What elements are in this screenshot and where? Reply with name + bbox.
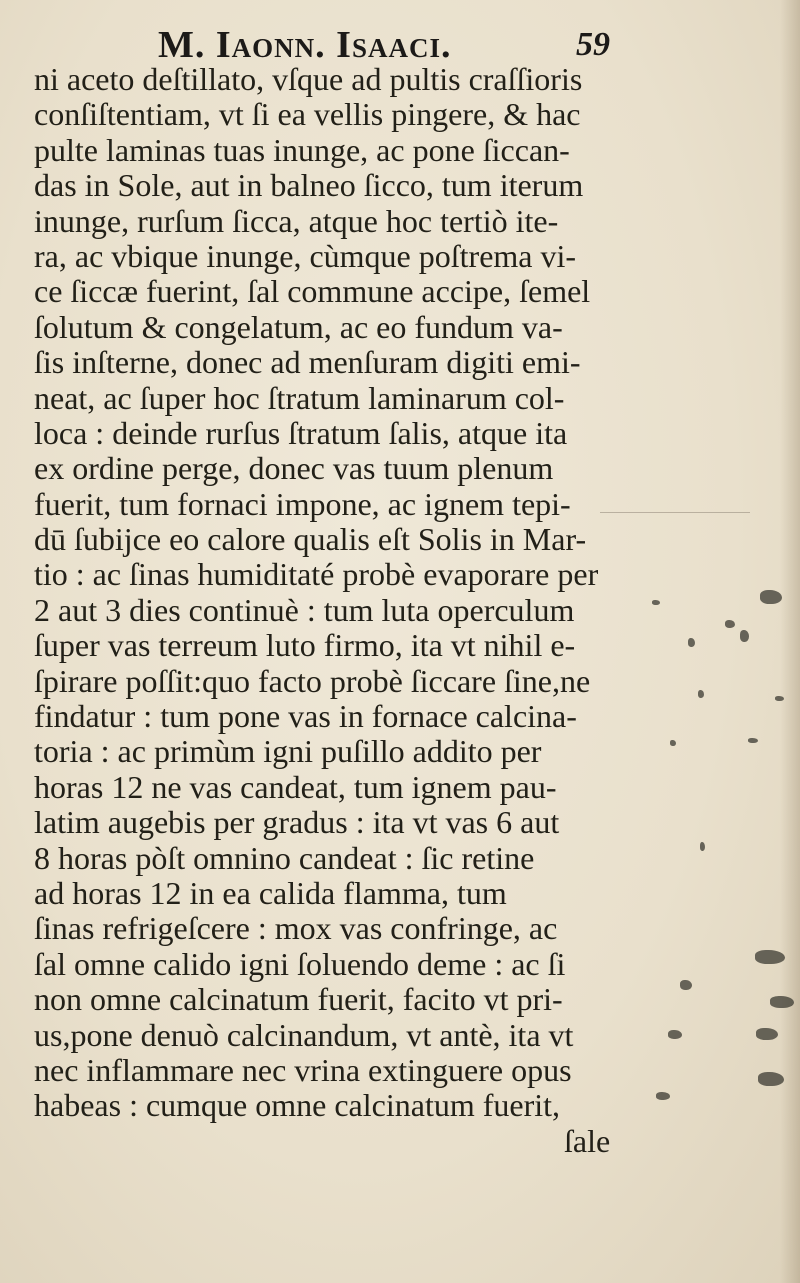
ink-speck bbox=[688, 638, 695, 647]
text-line: horas 12 ne vas candeat, tum ignem pau- bbox=[34, 768, 557, 805]
text-line: 8 horas pòſt omnino candeat : ſic retine bbox=[34, 839, 535, 876]
text-line: nec inflammare nec vrina extinguere opus bbox=[34, 1051, 572, 1088]
text-line: ſolutum & congelatum, ac eo fundum va- bbox=[34, 308, 563, 345]
ink-speck bbox=[756, 1028, 778, 1040]
ink-speck bbox=[758, 1072, 784, 1086]
page-number: 59 bbox=[576, 26, 610, 63]
ink-speck bbox=[668, 1030, 682, 1039]
body-text bbox=[34, 62, 634, 1159]
text-line: non omne calcinatum fuerit, facito vt pri- bbox=[34, 981, 563, 1018]
text-line: ex ordine perge, donec vas tuum plenum bbox=[34, 450, 554, 487]
ink-speck bbox=[680, 980, 692, 990]
catchword: ſale bbox=[564, 1122, 611, 1159]
ink-speck bbox=[748, 738, 758, 743]
ink-speck bbox=[770, 996, 794, 1008]
text-line: das in Sole, aut in balneo ſicco, tum iterum bbox=[34, 167, 584, 204]
ink-speck bbox=[775, 696, 784, 701]
ink-speck bbox=[760, 590, 782, 604]
text-line: ni aceto deſtillato, vſque ad pultis craſſioris bbox=[34, 61, 583, 97]
ink-speck bbox=[656, 1092, 670, 1100]
text-line: fuerit, tum fornaci impone, ac ignem tepi- bbox=[34, 485, 571, 522]
text-line: tio : ac ſinas humiditaté probè evaporare per bbox=[34, 556, 599, 593]
text-line: pulte laminas tuas inunge, ac pone ſiccan- bbox=[34, 131, 570, 168]
text-line: ſis inſterne, donec ad menſuram digiti emi- bbox=[34, 344, 581, 381]
text-line: dū ſubijce eo calore qualis eſt Solis in Mar- bbox=[34, 521, 587, 558]
ink-speck bbox=[670, 740, 676, 746]
running-head: M. Iaonn. Isaaci. bbox=[158, 24, 452, 66]
ink-speck bbox=[652, 600, 660, 605]
text-line: neat, ac ſuper hoc ſtratum laminarum col- bbox=[34, 379, 565, 416]
text-line: ſpirare poſſit:quo facto probè ſiccare ſine,ne bbox=[34, 662, 591, 699]
ink-speck bbox=[740, 630, 749, 642]
text-line: us,pone denuò calcinandum, vt antè, ita vt bbox=[34, 1016, 574, 1053]
text-line: ra, ac vbique inunge, cùmque poſtrema vi- bbox=[34, 237, 577, 274]
text-line: 2 aut 3 dies continuè : tum luta operculum bbox=[34, 591, 575, 628]
text-line: loca : deinde rurſus ſtratum ſalis, atque ita bbox=[34, 414, 568, 451]
text-line: conſiſtentiam, vt ſi ea vellis pingere, & hac bbox=[34, 96, 581, 133]
text-line: findatur : tum pone vas in fornace calcina- bbox=[34, 698, 577, 735]
text-line: ſal omne calido igni ſoluendo deme : ac ſi bbox=[34, 945, 566, 982]
text-line: inunge, rurſum ſicca, atque hoc tertiò ite- bbox=[34, 202, 559, 239]
ink-specks bbox=[640, 560, 800, 1180]
text-line: toria : ac primùm igni puſillo addito per bbox=[34, 733, 542, 770]
ink-speck bbox=[700, 842, 705, 851]
ink-speck bbox=[725, 620, 735, 628]
text-line: ſinas refrigeſcere : mox vas confringe, ac bbox=[34, 910, 558, 947]
text-line: ſuper vas terreum luto firmo, ita vt nihil e- bbox=[34, 627, 576, 664]
text-line: latim augebis per gradus : ita vt vas 6 aut bbox=[34, 804, 560, 841]
ink-speck bbox=[755, 950, 785, 964]
printed-rule bbox=[600, 512, 750, 513]
text-line: ad horas 12 in ea calida flamma, tum bbox=[34, 874, 507, 911]
text-line: ce ſiccæ fuerint, ſal commune accipe, ſemel bbox=[34, 273, 591, 310]
ink-speck bbox=[698, 690, 704, 698]
text-line: habeas : cumque omne calcinatum fuerit, bbox=[34, 1087, 561, 1124]
